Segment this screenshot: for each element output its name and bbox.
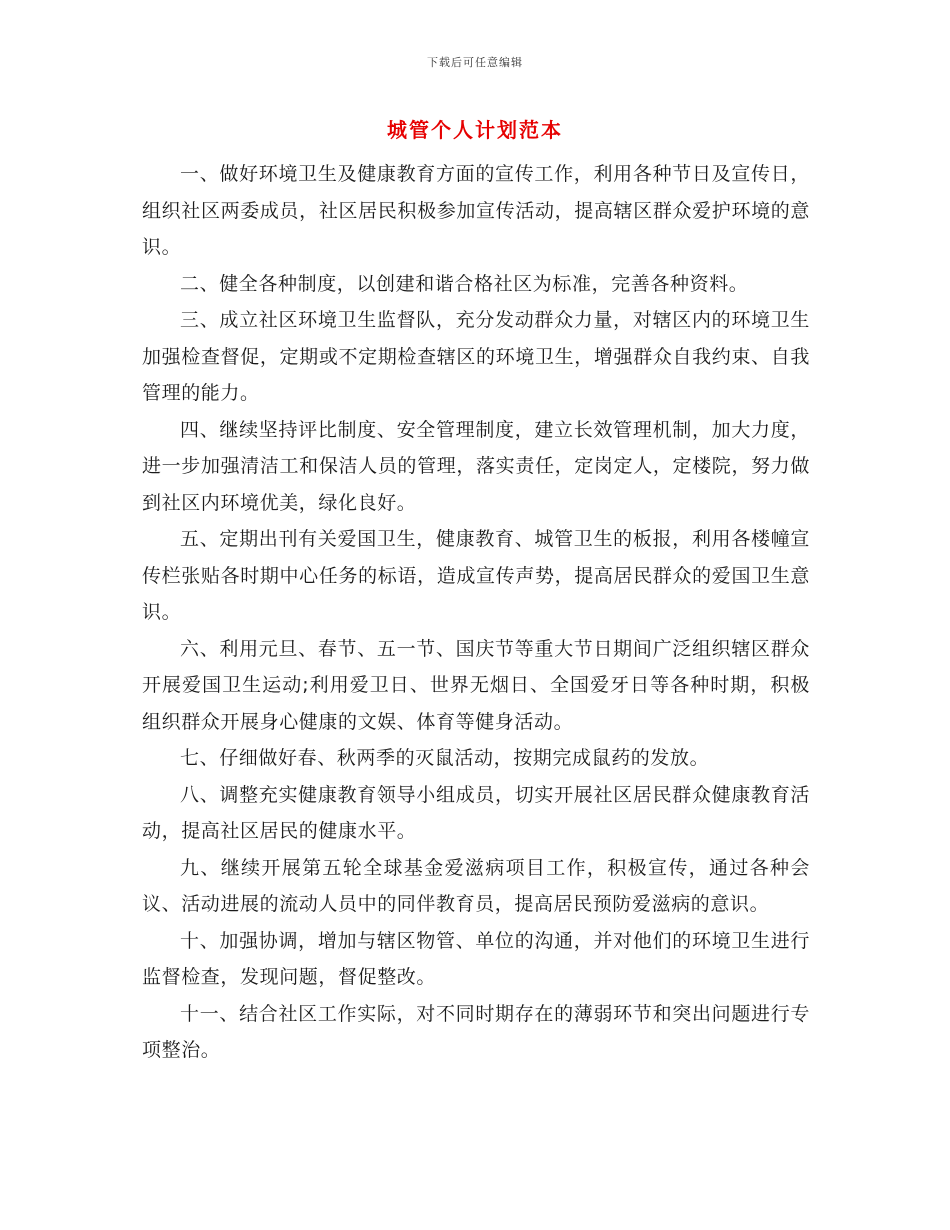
paragraph-11: 十一、结合社区工作实际，对不同时期存在的薄弱环节和突出问题进行专项整治。 xyxy=(142,1002,810,1061)
header-note: 下载后可任意编辑 xyxy=(427,56,523,69)
paragraph-10: 十、加强协调，增加与辖区物管、单位的沟通，并对他们的环境卫生进行监督检查，发现问题，督促整改。 xyxy=(142,929,810,988)
document-body xyxy=(142,156,810,1069)
paragraph-5: 五、定期出刊有关爱国卫生，健康教育、城管卫生的板报，利用各楼幢宣传栏张贴各时期中心任务的标语，造成宣传声势，提高居民群众的爱国卫生意识。 xyxy=(142,528,810,623)
paragraph-9: 九、继续开展第五轮全球基金爱滋病项目工作，积极宣传，通过各种会议、活动进展的流动人员中的同伴教育员，提高居民预防爱滋病的意识。 xyxy=(142,856,810,915)
paragraph-1: 一、做好环境卫生及健康教育方面的宣传工作，利用各种节日及宣传日，组织社区两委成员，社区居民积极参加宣传活动，提高辖区群众爱护环境的意识。 xyxy=(142,163,810,258)
document-title: 城管个人计划范本 xyxy=(387,118,563,142)
paragraph-6: 六、利用元旦、春节、五一节、国庆节等重大节日期间广泛组织辖区群众开展爱国卫生运动;利用爱卫日、世界无烟日、全国爱牙日等各种时期，积极组织群众开展身心健康的文娱、体育等健身活动。 xyxy=(142,637,810,733)
paragraph-2: 二、健全各种制度，以创建和谐合格社区为标准，完善各种资料。 xyxy=(180,272,749,295)
paragraph-3: 三、成立社区环境卫生监督队，充分发动群众力量，对辖区内的环境卫生加强检查督促，定期或不定期检查辖区的环境卫生，增强群众自我约束、自我管理的能力。 xyxy=(142,309,810,404)
paragraph-8: 八、调整充实健康教育领导小组成员，切实开展社区居民群众健康教育活动，提高社区居民的健康水平。 xyxy=(142,783,810,842)
paragraph-7: 七、仔细做好春、秋两季的灭鼠活动，按期完成鼠药的发放。 xyxy=(180,747,710,769)
paragraph-4: 四、继续坚持评比制度、安全管理制度，建立长效管理机制，加大力度，进一步加强清洁工和保洁人员的管理，落实责任，定岗定人，定楼院，努力做到社区内环境优美，绿化良好。 xyxy=(142,418,810,514)
